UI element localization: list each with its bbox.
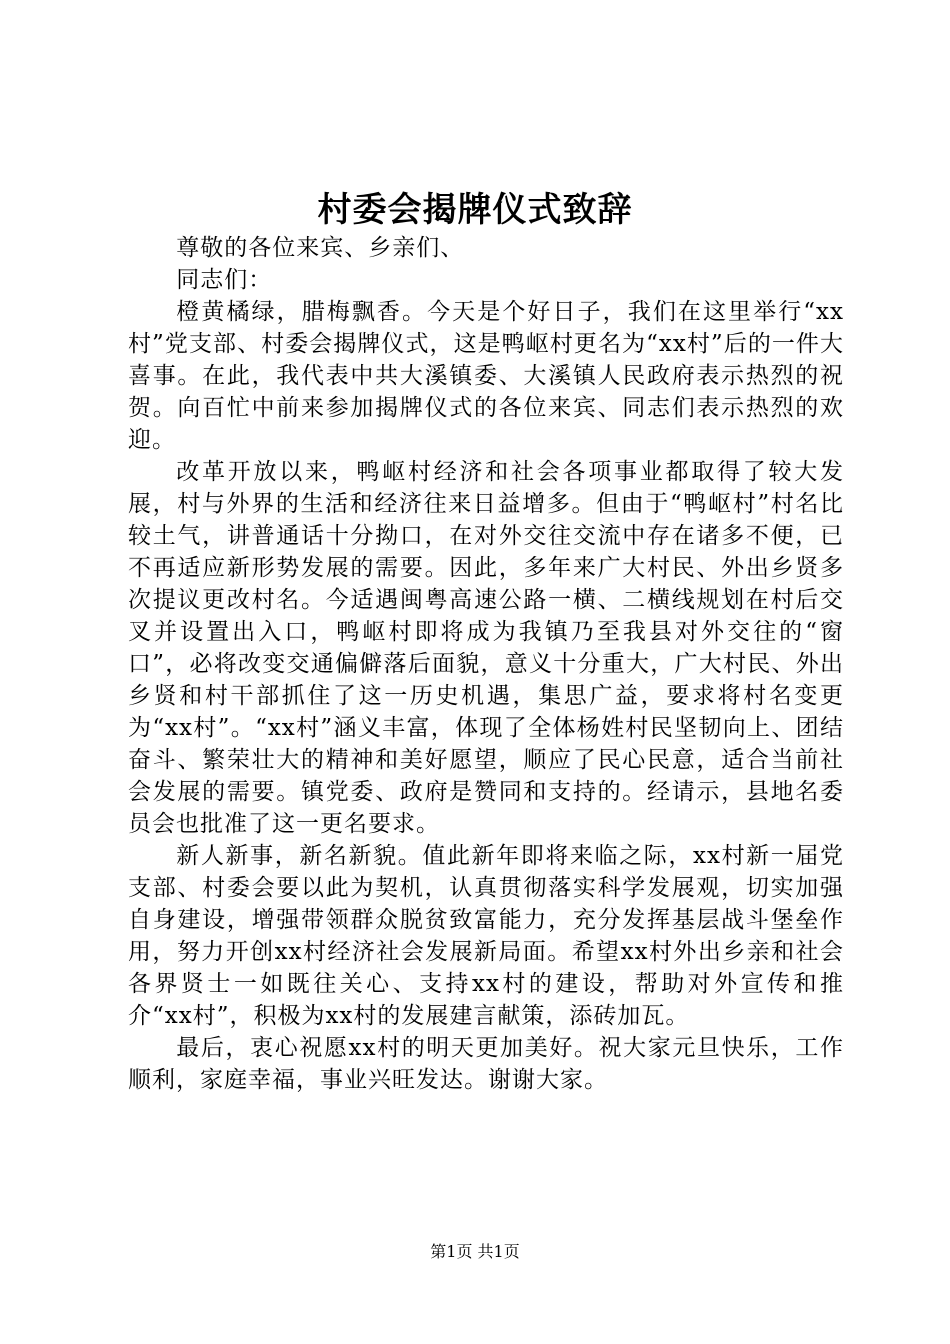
body-paragraph: 最后，衷心祝愿xx村的明天更加美好。祝大家元旦快乐，工作顺利，家庭幸福，事业兴旺发达。谢谢大家。: [128, 1035, 844, 1093]
page-footer: 第1页 共1页: [430, 1242, 520, 1261]
salutation-line: 同志们：: [176, 267, 273, 293]
body-paragraph: 新人新事，新名新貌。值此新年即将来临之际，xx村新一届党支部、村委会要以此为契机，认真贯彻落实科学发展观，切实加强自身建设，增强带领群众脱贫致富能力，充分发挥基层战斗堡垒作用，努力开创xx村经济社会发展新局面。希望xx村外出乡亲和社会各界贤士一如既往关心、支持xx村的建设，帮助对外宣传和推介“xx村”，积极为xx村的发展建言献策，添砖加瓦。: [128, 843, 844, 1029]
salutation-line: 尊敬的各位来宾、乡亲们、: [176, 235, 465, 261]
document-title: 村委会揭牌仪式致辞: [317, 190, 633, 230]
body-paragraph: 橙黄橘绿，腊梅飘香。今天是个好日子，我们在这里举行“xx村”党支部、村委会揭牌仪式，这是鸭岖村更名为“xx村”后的一件大喜事。在此，我代表中共大溪镇委、大溪镇人民政府表示热烈的祝贺。向百忙中前来参加揭牌仪式的各位来宾、同志们表示热烈的欢迎。: [128, 299, 844, 453]
document-body: [128, 232, 844, 1096]
body-paragraph: 改革开放以来，鸭岖村经济和社会各项事业都取得了较大发展，村与外界的生活和经济往来日益增多。但由于“鸭岖村”村名比较土气，讲普通话十分拗口，在对外交往交流中存在诸多不便，已不再适应新形势发展的需要。因此，多年来广大村民、外出乡贤多次提议更改村名。今适遇闽粤高速公路一横、二横线规划在村后交叉并设置出入口，鸭岖村即将成为我镇乃至我县对外交往的“窗口”，必将改变交通偏僻落后面貌，意义十分重大，广大村民、外出乡贤和村干部抓住了这一历史机遇，集思广益，要求将村名变更为“xx村”。“xx村”涵义丰富，体现了全体杨姓村民坚韧向上、团结奋斗、繁荣壮大的精神和美好愿望，顺应了民心民意，适合当前社会发展的需要。镇党委、政府是赞同和支持的。经请示，县地名委员会也批准了这一更名要求。: [128, 459, 844, 837]
